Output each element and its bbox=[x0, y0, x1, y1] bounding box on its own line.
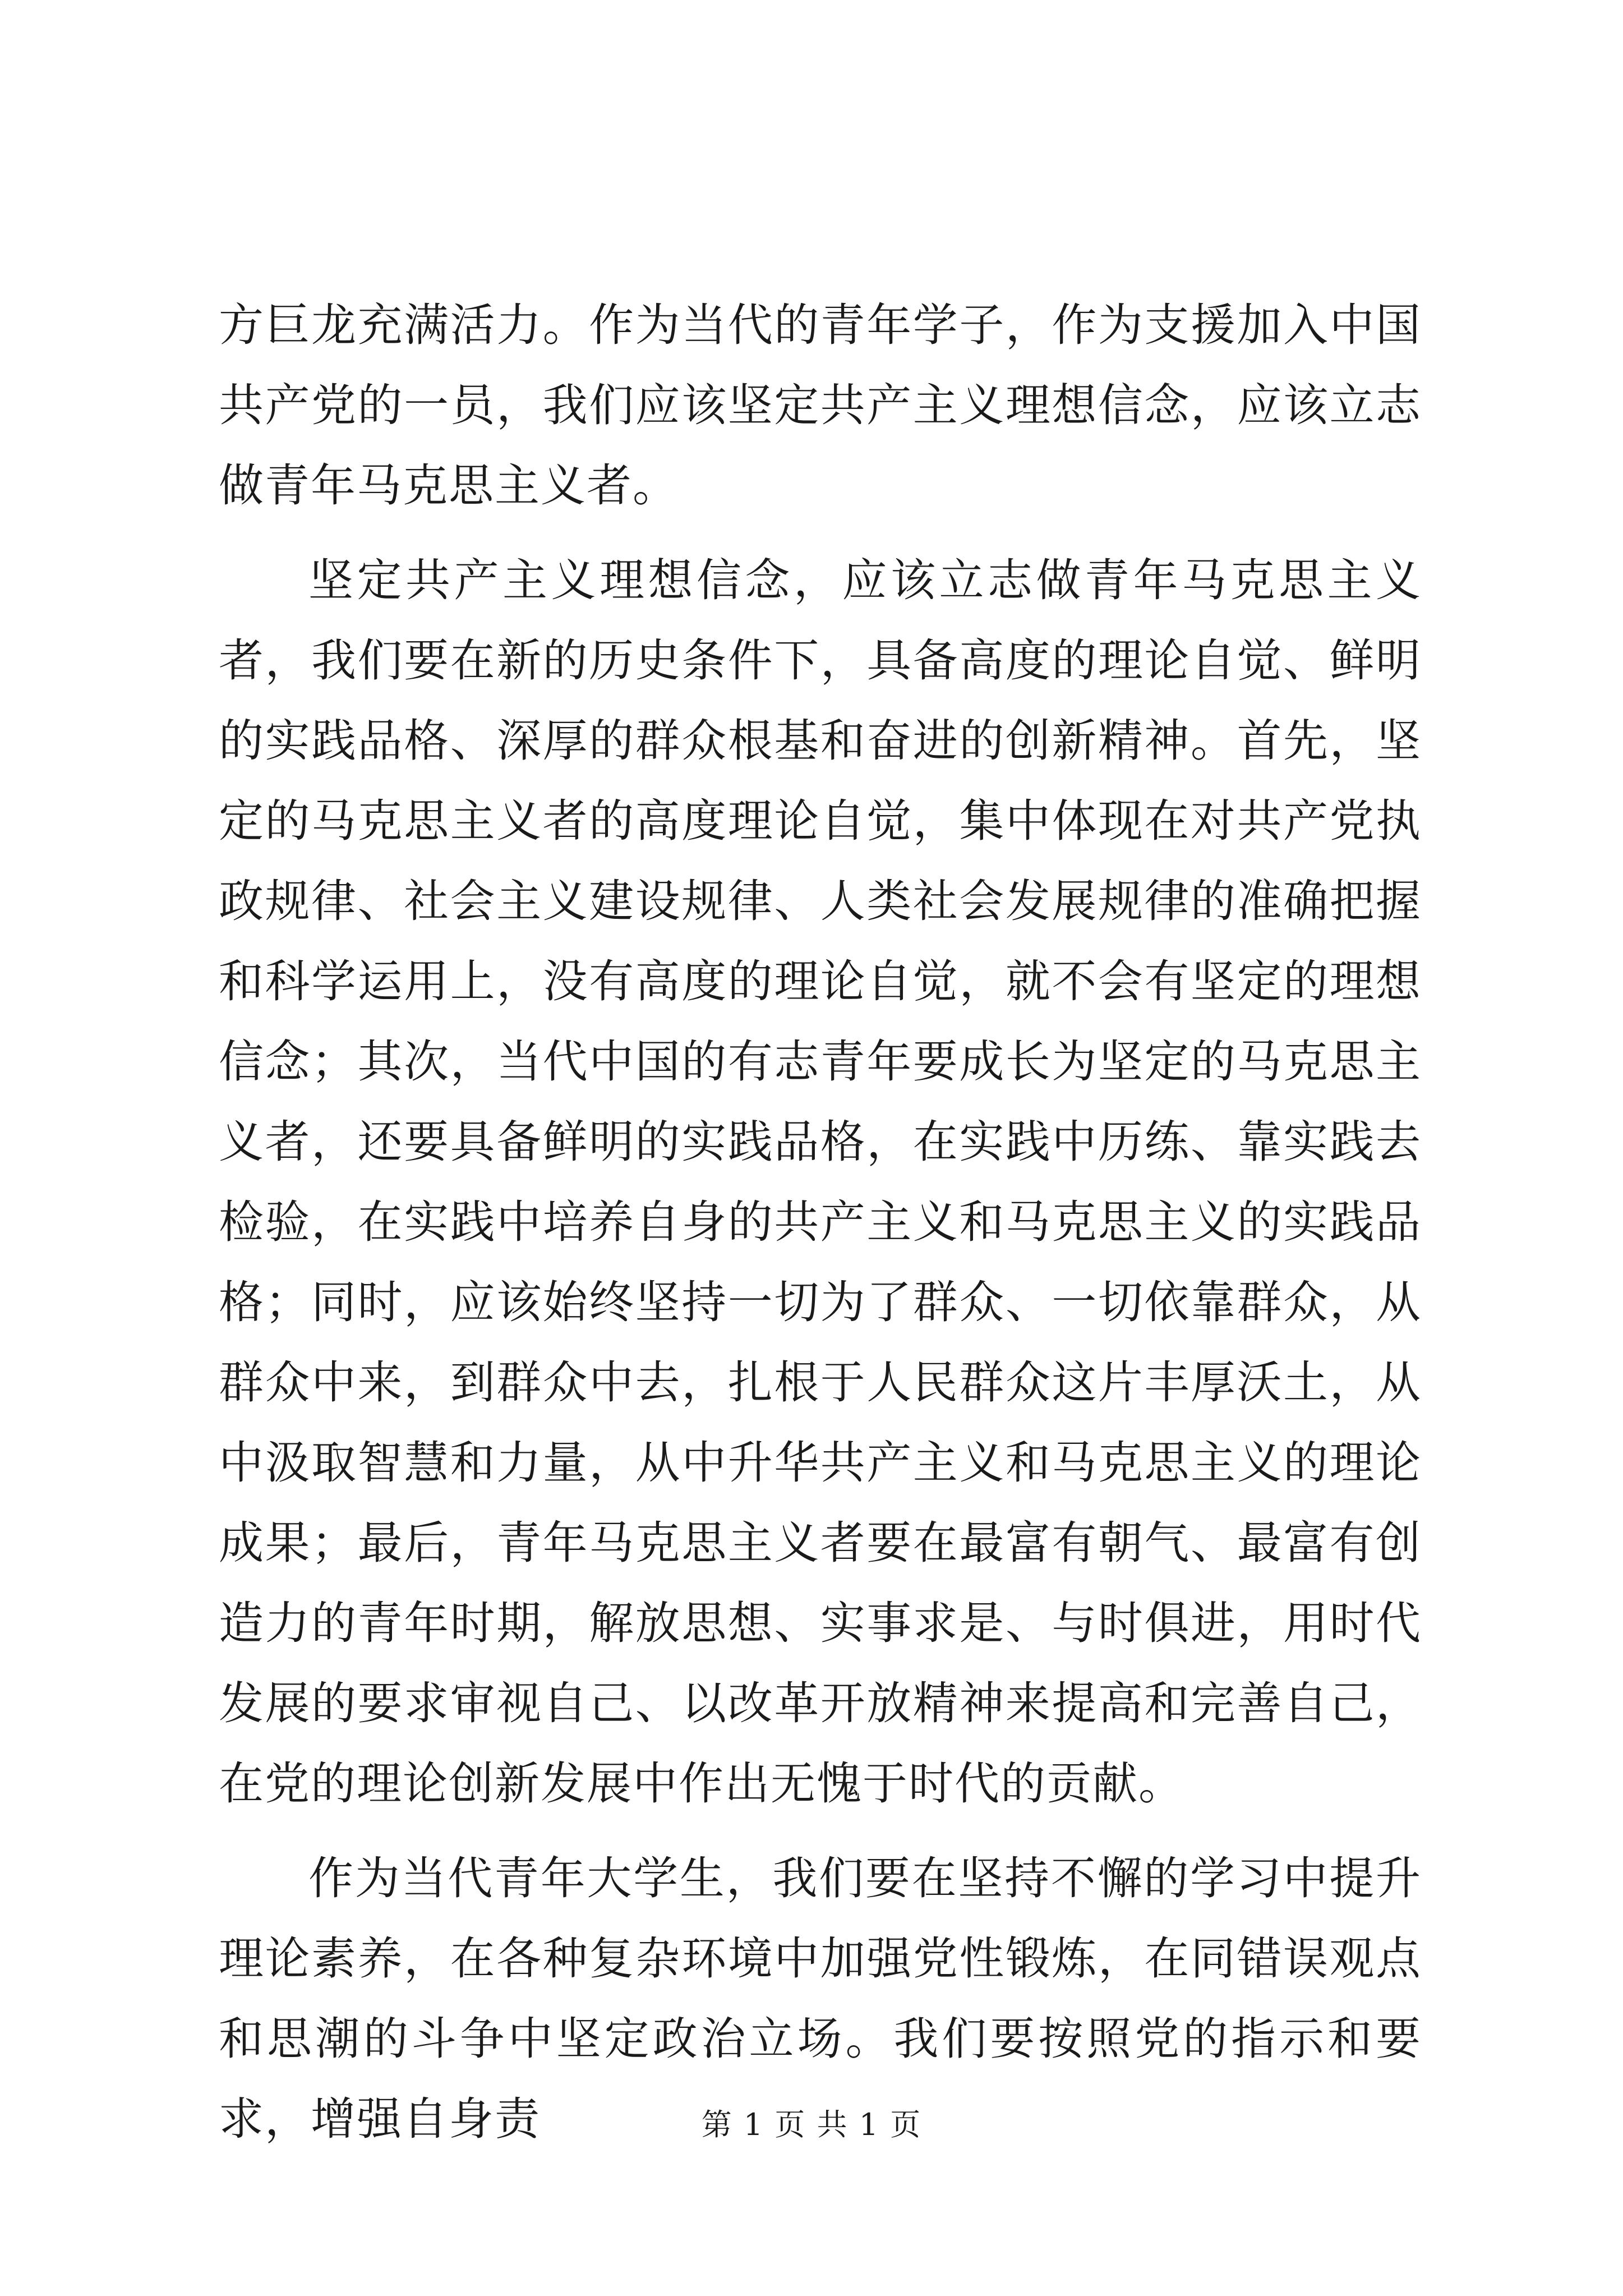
page-number-footer: 第 1 页 共 1 页 bbox=[701, 2107, 922, 2142]
paragraph-marxist-requirements: 坚定共产主义理想信念，应该立志做青年马克思主义者，我们要在新的历史条件下，具备高度的理论自觉、鲜明的实践品格、深厚的群众根基和奋进的创新精神。首先，坚定的马克思主义者的高度理论自觉，集中体现在对共产党执政规律、社会主义建设规律、人类社会发展规律的准确把握和科学运用上，没有高度的理论自觉，就不会有坚定的理想信念；其次，当代中国的有志青年要成长为坚定的马克思主义者，还要具备鲜明的实践品格，在实践中历练、靠实践去检验，在实践中培养自身的共产主义和马克思主义的实践品格；同时，应该始终坚持一切为了群众、一切依靠群众，从群众中来，到群众中去，扎根于人民群众这片丰厚沃土，从中汲取智慧和力量，从中升华共产主义和马克思主义的理论成果；最后，青年马克思主义者要在最富有朝气、最富有创造力的青年时期，解放思想、实事求是、与时俱进，用时代发展的要求审视自己、以改革开放精神来提高和完善自己，在党的理论创新发展中作出无愧于时代的贡献。 bbox=[219, 554, 1422, 1810]
paragraph-continuation: 方巨龙充满活力。作为当代的青年学子，作为支援加入中国共产党的一员，我们应该坚定共产主义理想信念，应该立志做青年马克思主义者。 bbox=[219, 299, 1422, 512]
document-body bbox=[219, 285, 1422, 2174]
paragraph-college-students: 作为当代青年大学生，我们要在坚持不懈的学习中提升理论素养，在各种复杂环境中加强党性锻炼，在同错误观点和思潮的斗争中坚定政治立场。我们要按照党的指示和要求，增强自身责 bbox=[219, 1852, 1422, 2145]
